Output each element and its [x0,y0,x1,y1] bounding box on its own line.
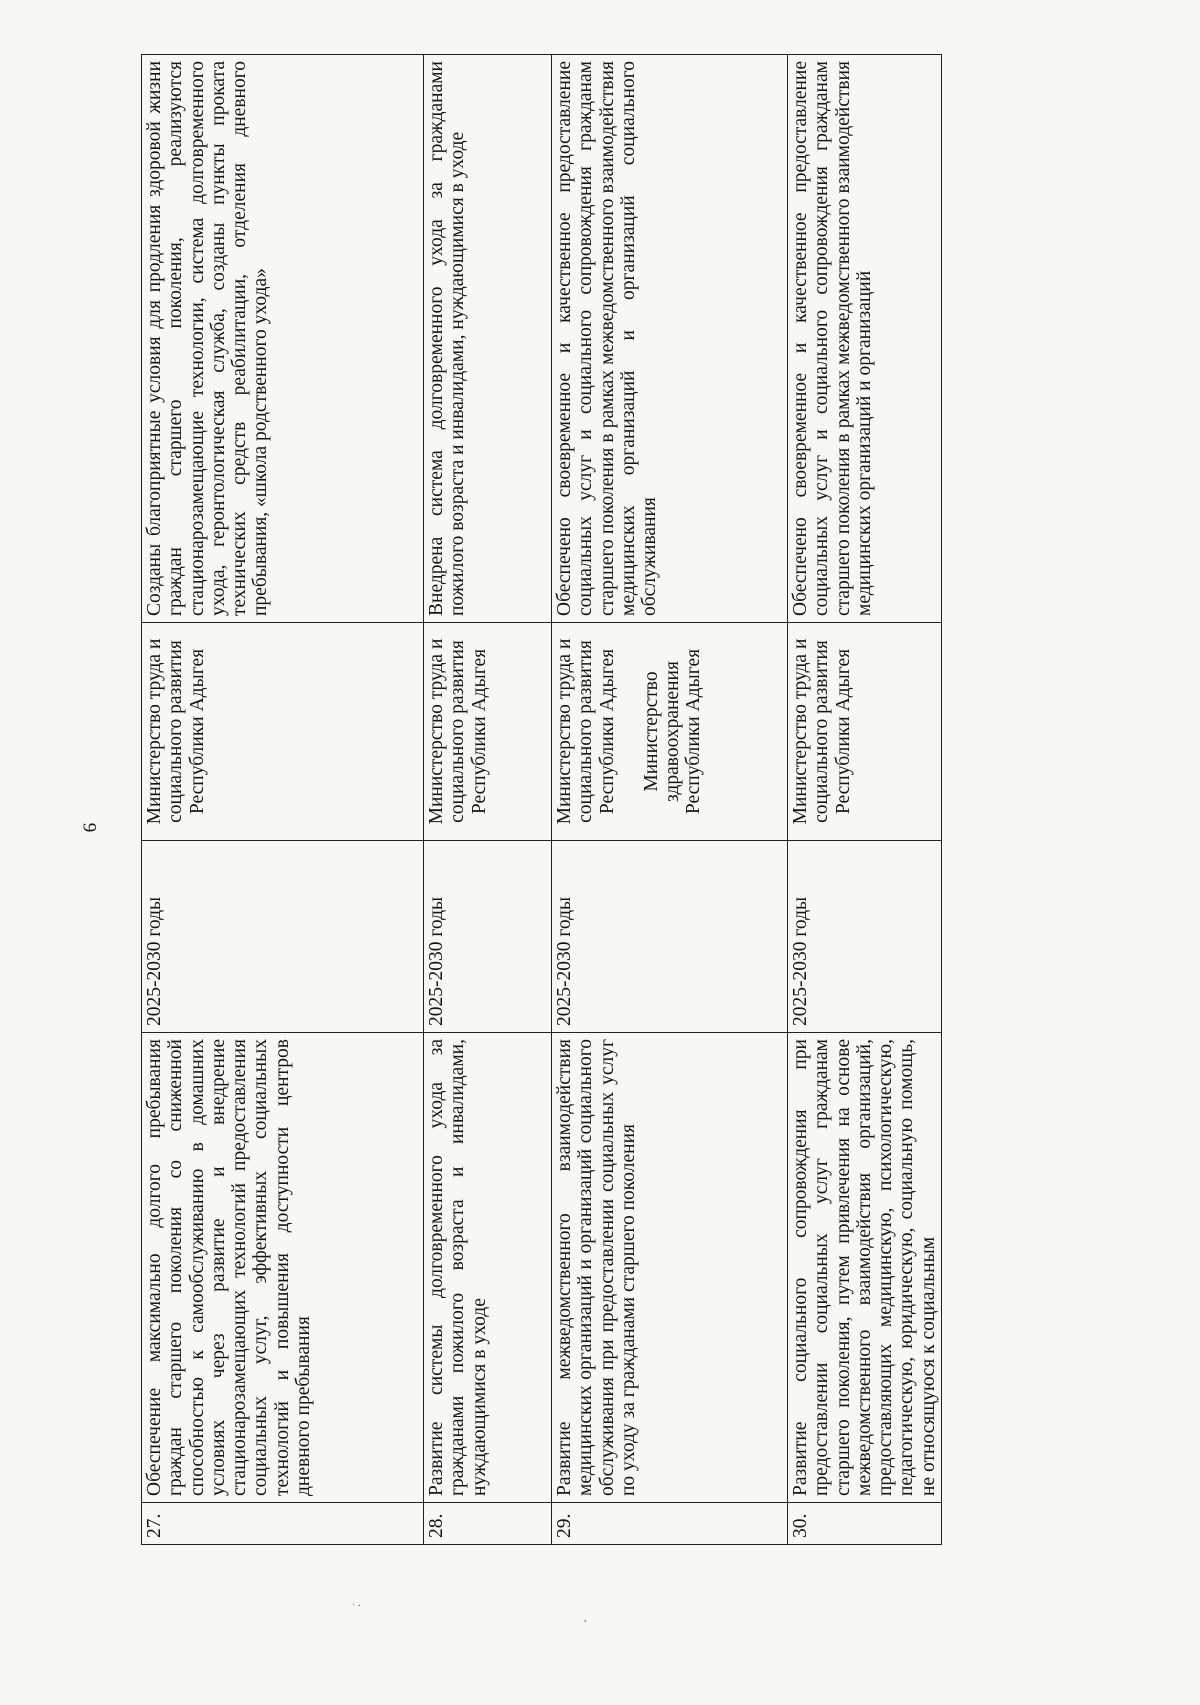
page-number: 9 [78,822,100,833]
period-cell: 2025-2030 годы [552,841,788,1033]
responsible-cell: Министерство труда и социального развития Республики Адыгея [424,623,552,841]
row-number-cell: 29. [552,1503,788,1545]
table-row [552,55,788,1545]
responsible-org-labor: Министерство труда и социального развития Республики Адыгея [554,638,618,825]
activity-cell: Развитие социального сопровождения при предоставлении социальных услуг гражданам старшего поколения, путем привлечения на основе межведомственного взаимодействия организаций, предоставляющих медицинскую, психологическую, педагогическую, юридическую, социальную помощь, не относящуюся к социальным [788,1033,942,1503]
responsible-cell: Министерство труда и социального развития Республики Адыгея [788,623,942,841]
activity-cell: Развитие межведомственного взаимодействия медицинских организаций и организаций социального обслуживания при предоставлении социальных услуг по уходу за гражданами старшего поколения [552,1033,788,1503]
period-cell: 2025-2030 годы [142,841,424,1033]
result-cell: Обеспечено своевременное и качественное предоставление социальных услуг и социального сопровождения гражданам старшего поколения в рамках межведомственного взаимодействия медицинских организаций и организаций социального обслуживания [552,55,788,623]
scan-speck: ˒ . [352,1598,361,1609]
row-number-cell: 30. [788,1503,942,1545]
activity-cell: Развитие системы долговременного ухода за гражданами пожилого возраста и инвалидами, нуждающимися в уходе [424,1033,552,1503]
activity-cell: Обеспечение максимально долгого пребывания граждан старшего поколения со сниженной способностью к самообслуживанию в домашних условиях через развитие и внедрение стационарозамещающих технологий предоставления социальных услуг, эффективных социальных технологий и повышения доступности центров дневного пребывания [142,1033,424,1503]
result-cell: Обеспечено своевременное и качественное предоставление социальных услуг и социального сопровождения гражданам старшего поколения в рамках межведомственного взаимодействия медицинских организаций и организаций [788,55,942,623]
period-cell: 2025-2030 годы [788,841,942,1033]
scan-speck: ˛ [584,1612,588,1623]
table-row [424,55,552,1545]
plan-table [141,54,942,1545]
period-cell: 2025-2030 годы [424,841,552,1033]
responsible-cell [552,623,788,841]
result-cell: Внедрена система долговременного ухода за гражданами пожилого возраста и инвалидами, нуждающимися в уходе [424,55,552,623]
row-number-cell: 28. [424,1503,552,1545]
responsible-cell: Министерство труда и социального развития Республики Адыгея [142,623,424,841]
table-row [788,55,942,1545]
rotated-table-wrapper [141,55,939,1545]
row-number-cell: 27. [142,1503,424,1545]
responsible-org-health: Министерство здравоохранения Республики Адыгея [640,648,705,815]
result-cell: Созданы благоприятные условия для продления здоровой жизни граждан старшего поколения, реализуются стационарозамещающие технологии, система долговременного ухода, геронтологическая служба, созданы пункты проката технических средств реабилитации, отделения дневного пребывания, «школа родственного ухода» [142,55,424,623]
table-row [142,55,424,1545]
